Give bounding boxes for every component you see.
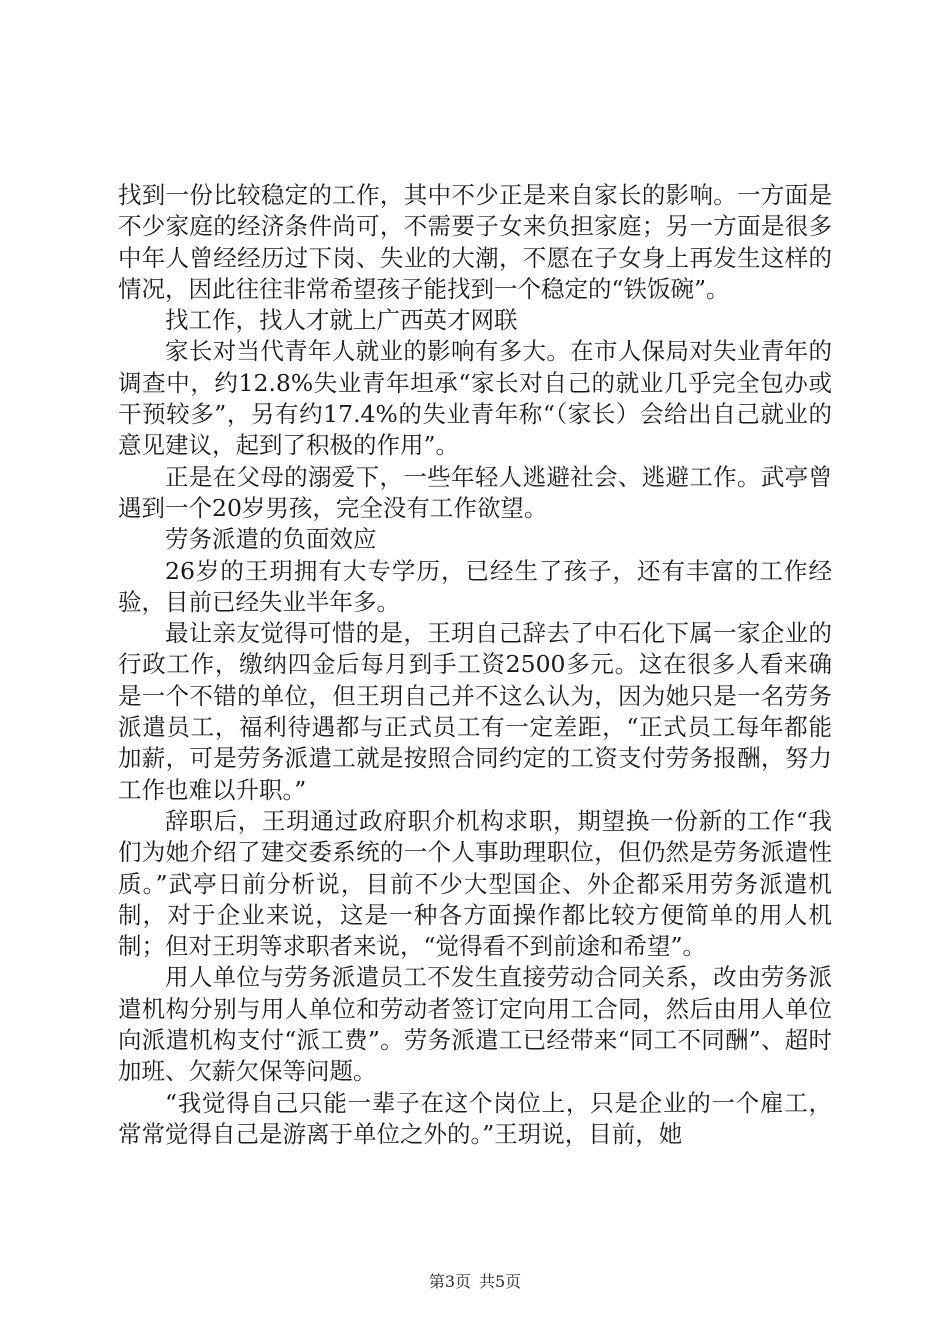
- paragraph-9: 用人单位与劳务派遣员工不发生直接劳动合同关系，改由劳务派遣机构分别与用人单位和劳动者签订定向用工合同，然后由用人单位向派遣机构支付“派工费”。劳务派遣工已经带来“同工不同酬”、超时加班、欠薪欠保等问题。: [118, 963, 832, 1086]
- paragraph-7: 最让亲友觉得可惜的是，王玥自己辞去了中石化下属一家企业的行政工作，缴纳四金后每月到手工资2500多元。这在很多人看来确是一个不错的单位，但王玥自己并不这么认为，因为她只是一名劳务派遣员工，福利待遇都与正式员工有一定差距，“正式员工每年都能加薪，可是劳务派遣工就是按照合同约定的工资支付劳务报酬，努力工作也难以升职。”: [118, 619, 832, 804]
- paragraph-8: 辞职后，王玥通过政府职介机构求职，期望换一份新的工作“我们为她介绍了建交委系统的一个人事助理职位，但仍然是劳务派遣性质。”武亭日前分析说，目前不少大型国企、外企都采用劳务派遣机制，对于企业来说，这是一种各方面操作都比较方便简单的用人机制；但对王玥等求职者来说，“觉得看不到前途和希望”。: [118, 806, 832, 961]
- page-footer: [0, 1272, 950, 1292]
- paragraph-6: 26岁的王玥拥有大专学历，已经生了孩子，还有丰富的工作经验，目前已经失业半年多。: [118, 556, 832, 616]
- page-total: 共5页: [479, 1272, 522, 1291]
- paragraph-2: 找工作，找人才就上广西英才网联: [165, 306, 518, 335]
- document-body: [118, 180, 832, 1150]
- paragraph-1: 找到一份比较稳定的工作，其中不少正是来自家长的影响。一方面是不少家庭的经济条件尚可，不需要子女来负担家庭；另一方面是很多中年人曾经经历过下岗、失业的大潮，不愿在子女身上再发生这样的情况，因此往往非常希望孩子能找到一个稳定的“铁饭碗”。: [118, 181, 832, 303]
- section-heading-labor-dispatch: 劳务派遣的负面效应: [165, 525, 377, 554]
- paragraph-3: 家长对当代青年人就业的影响有多大。在市人保局对失业青年的调查中，约12.8%失业青年坦承“家长对自己的就业几乎完全包办或干预较多”，另有约17.4%的失业青年称“（家长）会给出自己就业的意见建议，起到了积极的作用”。: [118, 337, 832, 460]
- paragraph-10: “我觉得自己只能一辈子在这个岗位上，只是企业的一个雇工，常常觉得自己是游离于单位之外的。”王玥说，目前，她: [118, 1088, 832, 1148]
- page-number: 第3页: [428, 1272, 471, 1291]
- paragraph-4: 正是在父母的溺爱下，一些年轻人逃避社会、逃避工作。武亭曾遇到一个20岁男孩，完全没有工作欲望。: [118, 462, 832, 522]
